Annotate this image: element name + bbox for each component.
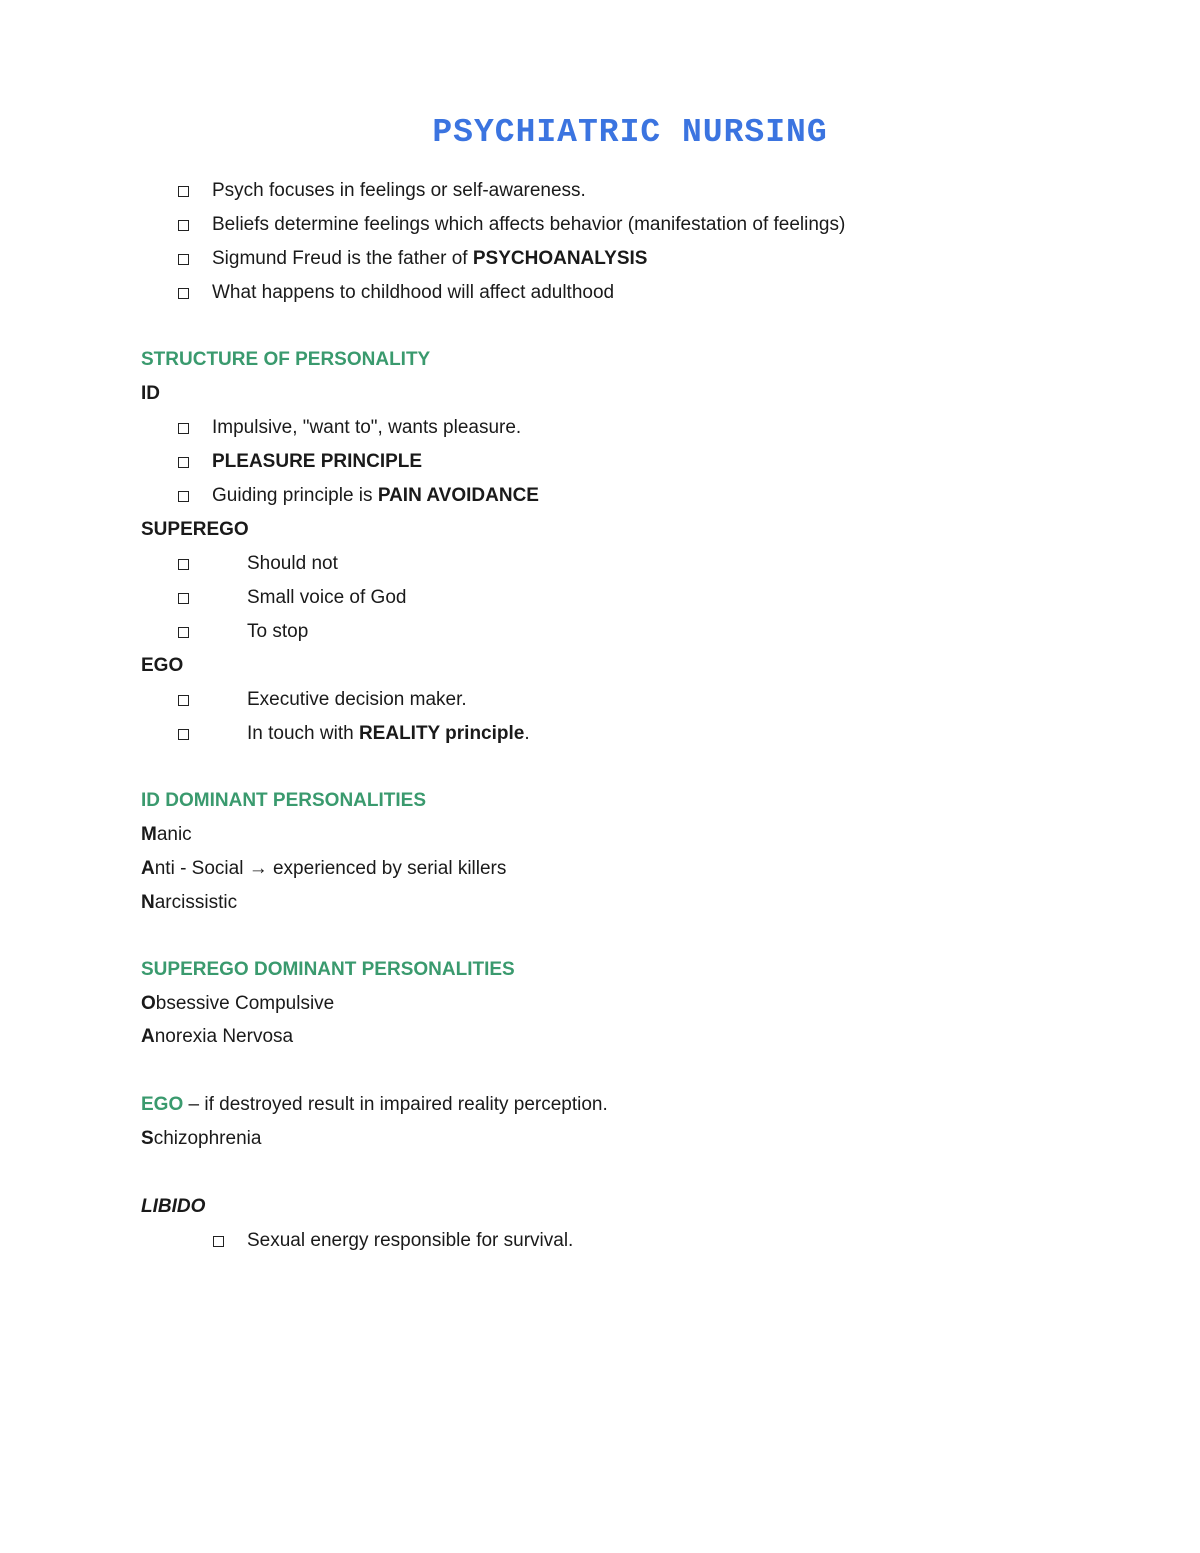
list-item-text: In touch with [247,723,359,744]
list-item [141,891,237,915]
list-item-text: Guiding principle is [212,485,378,506]
initial-letter: M [141,824,157,845]
list-item-text: Executive decision maker. [247,689,467,710]
list-item-text: Impulsive, "want to", wants pleasure. [212,417,522,438]
list-item [141,823,192,847]
section-heading: STRUCTURE OF PERSONALITY [141,349,431,370]
section-heading: SUPEREGO DOMINANT PERSONALITIES [141,959,515,980]
subsection-label: EGO [141,655,184,676]
checkbox-bullet-icon [178,729,189,740]
list-item-text: Psych focuses in feelings or self-awareness. [212,180,586,201]
list-item [141,857,506,881]
initial-letter: A [141,858,155,879]
list-item-text: Small voice of God [247,587,407,608]
section-heading: LIBIDO [141,1196,206,1217]
checkbox-bullet-icon [178,254,189,265]
list-item-text: To stop [247,621,309,642]
list-item-emphasis: PLEASURE PRINCIPLE [212,451,423,472]
list-item-text: arcissistic [154,892,238,913]
initial-letter: N [141,892,155,913]
list-item-text: Should not [247,553,338,574]
list-item-text: . [524,723,530,744]
checkbox-bullet-icon [178,423,189,434]
list-item [141,1025,293,1049]
list-item-text: anic [156,824,192,845]
checkbox-bullet-icon [178,457,189,468]
list-item-text: norexia Nervosa [154,1026,294,1047]
subsection-label: ID [141,383,160,404]
checkbox-bullet-icon [178,491,189,502]
subsection-label: SUPEREGO [141,519,249,540]
statement-text: – if destroyed result in impaired reality perception. [183,1094,608,1115]
list-item-text: nti - Social → experienced by serial killers [154,858,507,879]
initial-letter: O [141,993,156,1014]
initial-letter: S [141,1128,154,1149]
list-item-text: Sigmund Freud is the father of [212,248,473,269]
checkbox-bullet-icon [178,593,189,604]
checkbox-bullet-icon [178,288,189,299]
list-item [141,1127,261,1151]
list-item-emphasis: PAIN AVOIDANCE [377,485,539,506]
list-item-text: Sexual energy responsible for survival. [247,1230,574,1251]
checkbox-bullet-icon [213,1236,224,1247]
section-heading: EGO [141,1094,184,1115]
section-heading: ID DOMINANT PERSONALITIES [141,790,427,811]
checkbox-bullet-icon [178,186,189,197]
checkbox-bullet-icon [178,695,189,706]
list-item-text: What happens to childhood will affect adulthood [212,282,615,303]
list-item [141,992,334,1016]
list-item-text: bsessive Compulsive [155,993,335,1014]
initial-letter: A [141,1026,155,1047]
list-item-text: Beliefs determine feelings which affects behavior (manifestation of feelings) [212,214,846,235]
list-item-emphasis: PSYCHOANALYSIS [472,248,648,269]
checkbox-bullet-icon [178,559,189,570]
checkbox-bullet-icon [178,220,189,231]
page-title: PSYCHIATRIC NURSING [432,114,828,151]
checkbox-bullet-icon [178,627,189,638]
list-item-emphasis: REALITY principle [358,723,525,744]
ego-statement [141,1093,608,1117]
list-item-text: chizophrenia [153,1128,262,1149]
